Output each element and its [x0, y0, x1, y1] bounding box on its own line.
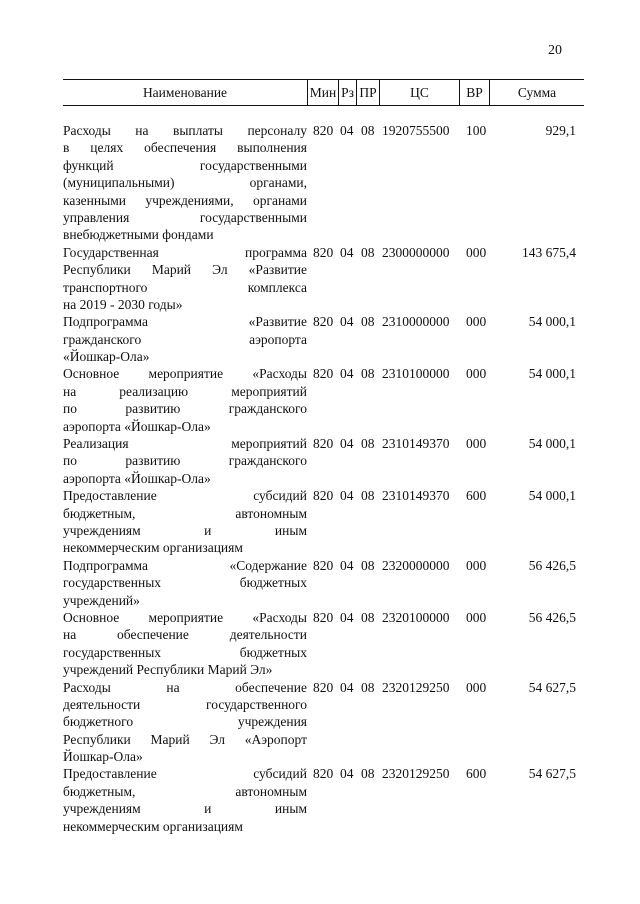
row-name-line: транспортного комплекса — [63, 279, 307, 295]
row-vr: 000 — [466, 609, 487, 625]
row-name-line: по развитию гражданского — [63, 401, 307, 417]
row-sum: 54 000,1 — [528, 488, 576, 504]
row-pr: 08 — [361, 609, 375, 625]
row-rz: 04 — [340, 557, 354, 573]
row-cs: 2320100000 — [382, 609, 450, 625]
table-header — [63, 79, 584, 106]
row-min: 820 — [313, 244, 334, 260]
row-sum: 54 627,5 — [528, 766, 576, 782]
row-min: 820 — [313, 766, 334, 782]
row-name-line: государственных бюджетных — [63, 575, 307, 591]
row-rz: 04 — [340, 679, 354, 695]
header-cs: ЦС — [410, 85, 429, 100]
table-row — [63, 365, 584, 435]
table-row — [63, 609, 584, 679]
table-row — [63, 244, 584, 314]
row-vr: 600 — [466, 766, 487, 782]
row-name-line: Предоставление субсидий — [63, 488, 307, 504]
row-name-line: гражданского аэропорта — [63, 331, 307, 347]
row-cs: 1920755500 — [382, 123, 450, 138]
row-sum: 54 627,5 — [528, 679, 576, 695]
row-name-line: управления государственными — [63, 209, 307, 225]
row-vr: 000 — [466, 436, 487, 452]
row-rz: 04 — [340, 366, 354, 382]
row-vr: 000 — [466, 679, 487, 695]
row-name-line: некоммерческим организациям — [63, 818, 243, 834]
table-body — [63, 122, 584, 835]
row-cs: 2310149370 — [382, 436, 450, 452]
row-rz: 04 — [340, 488, 354, 504]
row-name-line: «Йошкар-Ола» — [63, 349, 150, 365]
row-name-line: Расходы на обеспечение — [63, 679, 307, 695]
row-cs: 2320000000 — [382, 557, 450, 573]
row-rz: 04 — [340, 766, 354, 782]
row-min: 820 — [313, 679, 334, 695]
row-sum: 56 426,5 — [528, 557, 576, 573]
row-name — [63, 313, 307, 365]
row-pr: 08 — [361, 244, 375, 260]
row-sum: 929,1 — [545, 123, 576, 138]
row-name-line: Основное мероприятие «Расходы — [63, 609, 307, 625]
header-vr: ВР — [466, 85, 483, 100]
row-vr: 100 — [466, 123, 487, 138]
table-row — [63, 313, 584, 365]
row-pr: 08 — [361, 436, 375, 452]
header-name: Наименование — [142, 85, 228, 100]
row-cs: 2310100000 — [382, 366, 450, 382]
row-name-line: аэропорта «Йошкар-Ола» — [63, 418, 211, 434]
header-rz: Рз — [341, 85, 354, 100]
row-min: 820 — [313, 366, 334, 382]
row-name-line: Республики Марий Эл «Развитие — [63, 262, 307, 278]
row-min: 820 — [313, 557, 334, 573]
row-name — [63, 765, 307, 835]
row-rz: 04 — [340, 436, 354, 452]
row-name-line: бюджетным, автономным — [63, 505, 307, 521]
row-vr: 000 — [466, 366, 487, 382]
row-sum: 54 000,1 — [528, 314, 576, 330]
row-name-line: учреждений Республики Марий Эл» — [63, 662, 273, 678]
row-min: 820 — [313, 488, 334, 504]
row-min: 820 — [313, 314, 334, 330]
row-name — [63, 609, 307, 679]
row-name-line: Подпрограмма «Развитие — [63, 314, 307, 330]
header-pr: ПР — [359, 85, 377, 100]
row-name-line: Реализация мероприятий — [63, 436, 307, 452]
row-min: 820 — [313, 436, 334, 452]
row-name-line: бюджетным, автономным — [63, 783, 307, 799]
row-name-line: учреждений» — [63, 592, 140, 608]
table-row — [63, 765, 584, 835]
row-pr: 08 — [361, 557, 375, 573]
page-number: 20 — [548, 43, 562, 58]
table-row — [63, 122, 584, 244]
row-name-line: функций государственными — [63, 157, 307, 173]
row-pr: 08 — [361, 366, 375, 382]
row-pr: 08 — [361, 123, 375, 138]
row-name-line: Подпрограмма «Содержание — [63, 557, 307, 573]
row-cs: 2310149370 — [382, 488, 450, 504]
row-name-line: бюджетного учреждения — [63, 714, 307, 730]
row-rz: 04 — [340, 314, 354, 330]
table-row — [63, 557, 584, 609]
row-min: 820 — [313, 609, 334, 625]
row-name — [63, 435, 307, 487]
row-min: 820 — [313, 123, 334, 138]
table-row — [63, 487, 584, 557]
row-cs: 2320129250 — [382, 679, 450, 695]
row-name-line: на реализацию мероприятий — [63, 383, 307, 399]
table-row — [63, 435, 584, 487]
row-name-line: учреждениям и иным — [63, 522, 307, 538]
header-sum: Сумма — [517, 85, 557, 100]
row-name — [63, 122, 307, 244]
row-name-line: Расходы на выплаты персоналу — [63, 123, 307, 138]
row-name-line: (муниципальными) органами, — [63, 175, 307, 191]
row-cs: 2300000000 — [382, 244, 450, 260]
row-name-line: Предоставление субсидий — [63, 766, 307, 782]
row-name-line: Республики Марий Эл «Аэропорт — [63, 731, 307, 747]
table-row — [63, 679, 584, 766]
row-rz: 04 — [340, 609, 354, 625]
row-name-line: внебюджетными фондами — [63, 227, 214, 243]
row-cs: 2320129250 — [382, 766, 450, 782]
row-sum: 54 000,1 — [528, 436, 576, 452]
row-vr: 000 — [466, 557, 487, 573]
row-name-line: некоммерческим организациям — [63, 540, 243, 556]
row-vr: 000 — [466, 244, 487, 260]
row-name-line: казенными учреждениями, органами — [63, 192, 307, 208]
row-pr: 08 — [361, 314, 375, 330]
row-name-line: государственных бюджетных — [63, 644, 307, 660]
row-name-line: Основное мероприятие «Расходы — [63, 366, 307, 382]
row-name — [63, 557, 307, 609]
row-sum: 54 000,1 — [528, 366, 576, 382]
row-name — [63, 487, 307, 557]
row-name-line: в целях обеспечения выполнения — [63, 140, 307, 156]
row-vr: 000 — [466, 314, 487, 330]
row-name-line: по развитию гражданского — [63, 453, 307, 469]
row-pr: 08 — [361, 488, 375, 504]
row-cs: 2310000000 — [382, 314, 450, 330]
row-name-line: аэропорта «Йошкар-Ола» — [63, 470, 211, 486]
row-name-line: на 2019 - 2030 годы» — [63, 296, 183, 312]
row-name-line: деятельности государственного — [63, 696, 307, 712]
row-name-line: Государственная программа — [63, 244, 307, 260]
row-rz: 04 — [340, 123, 354, 138]
row-pr: 08 — [361, 766, 375, 782]
row-name — [63, 679, 307, 766]
row-sum: 143 675,4 — [522, 244, 576, 260]
row-name — [63, 365, 307, 435]
row-name — [63, 244, 307, 314]
row-name-line: на обеспечение деятельности — [63, 627, 307, 643]
row-sum: 56 426,5 — [528, 609, 576, 625]
row-name-line: учреждениям и иным — [63, 801, 307, 817]
row-pr: 08 — [361, 679, 375, 695]
row-vr: 600 — [466, 488, 487, 504]
row-rz: 04 — [340, 244, 354, 260]
header-min: Мин — [309, 85, 337, 100]
row-name-line: Йошкар-Ола» — [63, 749, 143, 765]
